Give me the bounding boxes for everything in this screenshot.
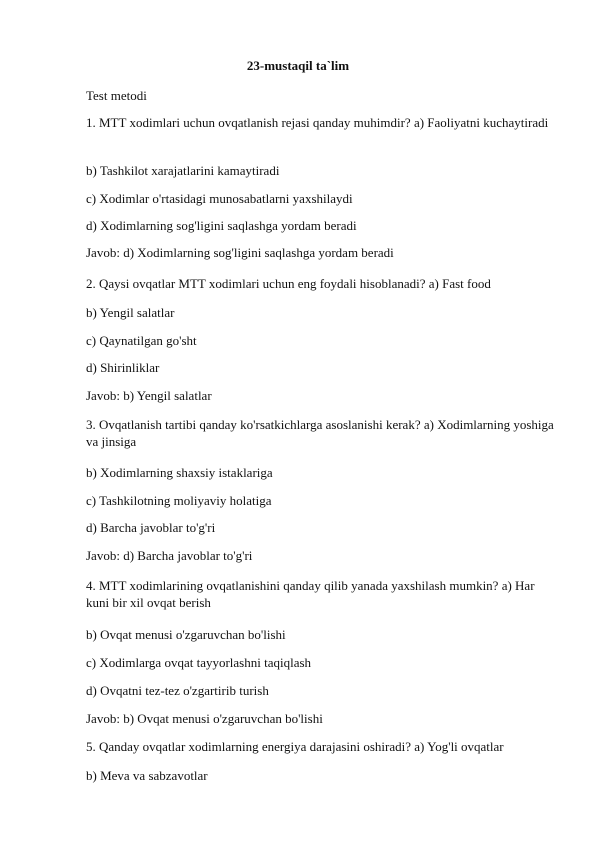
question-5-option-b: b) Meva va sabzavotlar [86, 768, 208, 783]
document-title: 23-mustaqil ta`lim [246, 58, 350, 73]
question-2-answer: Javob: b) Yengil salatlar [86, 388, 212, 403]
question-1-answer: Javob: d) Xodimlarning sog'ligini saqlashga yordam beradi [86, 245, 394, 260]
question-2: 2. Qaysi ovqatlar MTT xodimlari uchun eng foydali hisoblanadi? a) Fast food [86, 276, 491, 291]
question-1-option-d: d) Xodimlarning sog'ligini saqlashga yordam beradi [86, 218, 357, 233]
question-1-option-b: b) Tashkilot xarajatlarini kamaytiradi [86, 163, 280, 178]
question-3: 3. Ovqatlanish tartibi qanday ko'rsatkichlarga asoslanishi kerak? a) Xodimlarning yoshiga va jinsiga [86, 417, 554, 449]
question-4: 4. MTT xodimlarining ovqatlanishini qanday qilib yanada yaxshilash mumkin? a) Har kuni bir xil ovqat berish [86, 578, 535, 610]
question-4-option-d: d) Ovqatni tez-tez o'zgartirib turish [86, 683, 269, 698]
question-4-option-c: c) Xodimlarga ovqat tayyorlashni taqiqlash [86, 655, 312, 670]
question-5: 5. Qanday ovqatlar xodimlarning energiya darajasini oshiradi? a) Yog'li ovqatlar [86, 739, 504, 754]
question-4-answer: Javob: b) Ovqat menusi o'zgaruvchan bo'lishi [86, 711, 323, 726]
question-2-option-d: d) Shirinliklar [86, 360, 160, 375]
question-2-option-b: b) Yengil salatlar [86, 305, 175, 320]
question-2-option-c: c) Qaynatilgan go'sht [86, 333, 197, 348]
question-1: 1. MTT xodimlari uchun ovqatlanish rejasi qanday muhimdir? a) Faoliyatni kuchaytiradi [86, 115, 549, 130]
question-3-answer: Javob: d) Barcha javoblar to'g'ri [86, 548, 253, 563]
question-1-option-c: c) Xodimlar o'rtasidagi munosabatlarni yaxshilaydi [86, 191, 353, 206]
question-3-option-b: b) Xodimlarning shaxsiy istaklariga [86, 465, 273, 480]
question-3-option-d: d) Barcha javoblar to'g'ri [86, 520, 216, 535]
question-3-option-c: c) Tashkilotning moliyaviy holatiga [86, 493, 272, 508]
question-4-option-b: b) Ovqat menusi o'zgaruvchan bo'lishi [86, 627, 286, 642]
document-subtitle: Test metodi [86, 88, 147, 103]
